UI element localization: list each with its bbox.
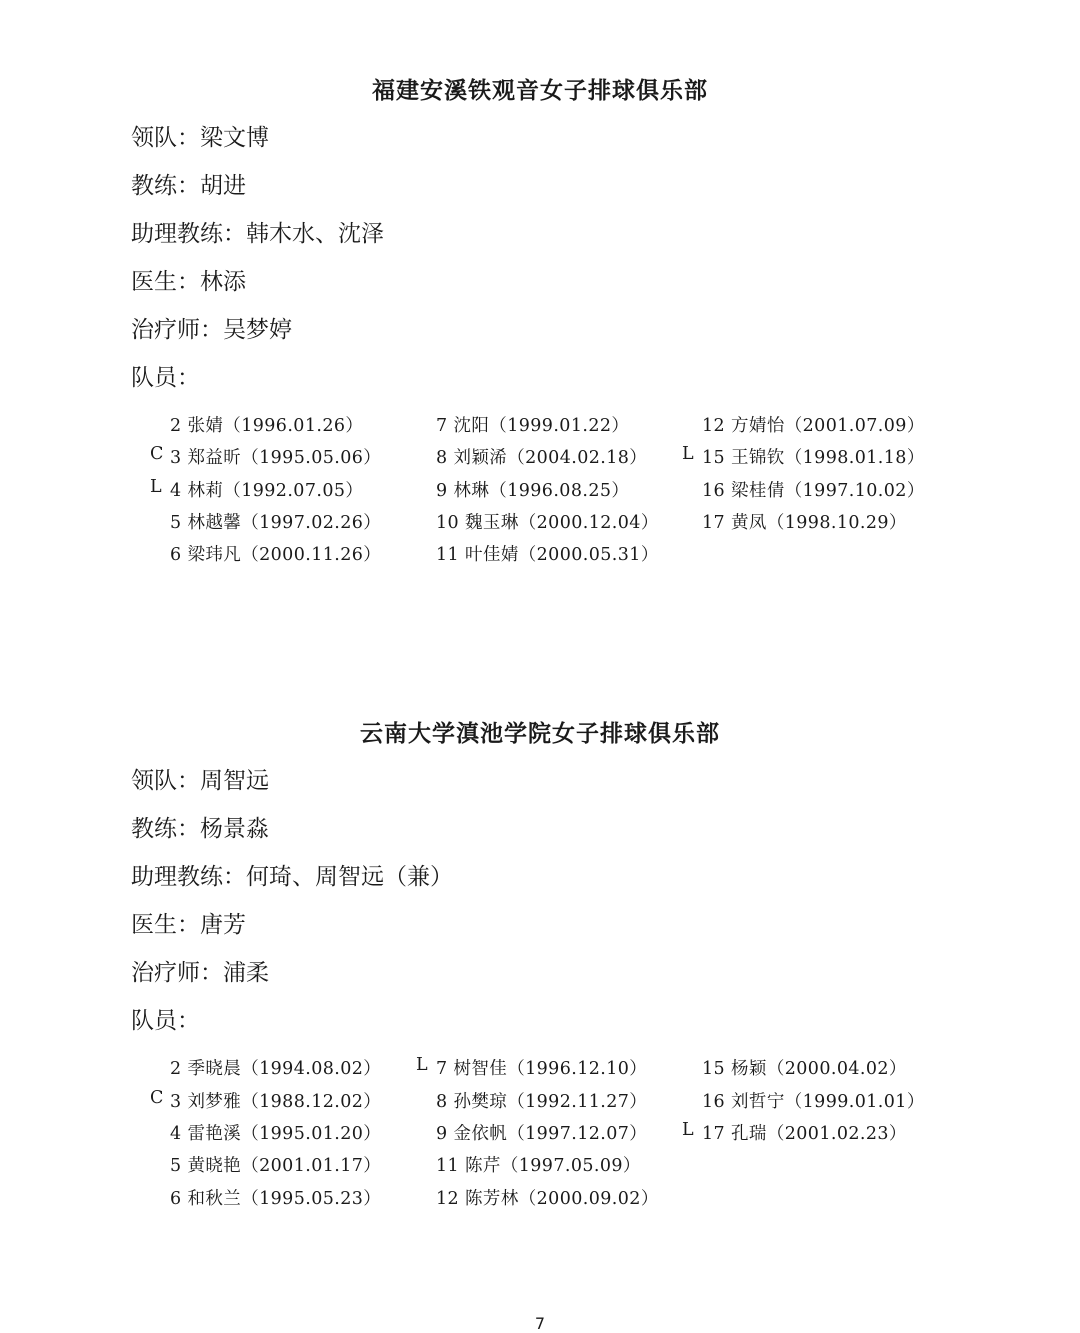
staff-label: 教练： xyxy=(131,816,200,842)
player-role-mark: L xyxy=(682,444,695,464)
player-entry xyxy=(416,477,629,502)
player-text: 7 沈阳（1999.01.22） xyxy=(436,416,630,436)
player-entry xyxy=(416,1088,647,1113)
player-role-mark: L xyxy=(416,1055,429,1075)
player-text: 16 梁桂倩（1997.10.02） xyxy=(702,481,925,501)
player-text: 3 郑益昕（1995.05.06） xyxy=(170,448,382,468)
player-text: 2 张婧（1996.01.26） xyxy=(170,416,364,436)
player-entry xyxy=(150,412,363,437)
player-text: 6 和秋兰（1995.05.23） xyxy=(170,1189,382,1209)
staff-value: 梁文博 xyxy=(200,125,269,151)
team-title: 福建安溪铁观音女子排球俱乐部 xyxy=(372,77,708,104)
player-entry xyxy=(682,444,925,469)
staff-leader xyxy=(131,762,269,795)
staff-value: 杨景淼 xyxy=(200,816,269,842)
player-text: 4 雷艳溪（1995.01.20） xyxy=(170,1124,382,1144)
player-text: 8 孙樊琼（1992.11.27） xyxy=(436,1092,648,1112)
staff-label: 治疗师： xyxy=(131,960,223,986)
player-text: 9 金依帆（1997.12.07） xyxy=(436,1124,648,1144)
player-text: 7 树智佳（1996.12.10） xyxy=(436,1059,648,1079)
player-text: 4 林莉（1992.07.05） xyxy=(170,481,364,501)
player-entry xyxy=(150,509,381,534)
player-entry xyxy=(150,541,381,566)
player-entry xyxy=(416,1055,647,1080)
player-entry xyxy=(150,1088,381,1113)
player-entry xyxy=(150,477,363,502)
player-entry xyxy=(682,412,925,437)
staff-label: 医生： xyxy=(131,269,200,295)
player-entry xyxy=(416,1152,641,1177)
staff-value: 浦柔 xyxy=(223,960,269,986)
player-role-mark: L xyxy=(682,1120,695,1140)
staff-value: 何琦、周智远（兼） xyxy=(246,864,453,890)
player-text: 2 季晓晨（1994.08.02） xyxy=(170,1059,382,1079)
player-text: 9 林琳（1996.08.25） xyxy=(436,481,630,501)
player-text: 12 陈芳林（2000.09.02） xyxy=(436,1189,659,1209)
staff-players-heading xyxy=(131,1002,200,1035)
player-text: 17 孔瑞（2001.02.23） xyxy=(702,1124,907,1144)
staff-doctor xyxy=(131,263,246,296)
staff-label: 队员： xyxy=(131,1008,200,1034)
player-entry xyxy=(682,477,925,502)
team-title: 云南大学滇池学院女子排球俱乐部 xyxy=(360,720,720,747)
staff-value: 韩木水、沈泽 xyxy=(246,221,384,247)
player-entry xyxy=(682,509,907,534)
player-entry xyxy=(682,1120,907,1145)
staff-label: 教练： xyxy=(131,173,200,199)
player-entry xyxy=(150,1152,381,1177)
staff-coach xyxy=(131,167,246,200)
staff-value: 吴梦婷 xyxy=(223,317,292,343)
player-entry xyxy=(416,509,659,534)
player-entry xyxy=(416,1185,659,1210)
player-role-mark: C xyxy=(150,444,164,464)
player-text: 5 林越馨（1997.02.26） xyxy=(170,513,382,533)
player-text: 3 刘梦雅（1988.12.02） xyxy=(170,1092,382,1112)
staff-label: 领队： xyxy=(131,768,200,794)
player-entry xyxy=(150,1120,381,1145)
player-entry xyxy=(416,1120,647,1145)
staff-value: 唐芳 xyxy=(200,912,246,938)
player-text: 17 黄凤（1998.10.29） xyxy=(702,513,907,533)
player-entry xyxy=(150,444,381,469)
player-role-mark: L xyxy=(150,477,163,497)
player-text: 12 方婧怡（2001.07.09） xyxy=(702,416,925,436)
player-text: 11 陈芹（1997.05.09） xyxy=(436,1156,641,1176)
staff-label: 治疗师： xyxy=(131,317,223,343)
staff-label: 助理教练： xyxy=(131,864,246,890)
player-text: 15 杨颖（2000.04.02） xyxy=(702,1059,907,1079)
staff-leader xyxy=(131,119,269,152)
staff-doctor xyxy=(131,906,246,939)
staff-therapist xyxy=(131,311,292,344)
player-role-mark: C xyxy=(150,1088,164,1108)
player-text: 6 梁玮凡（2000.11.26） xyxy=(170,545,382,565)
player-text: 15 王锦钦（1998.01.18） xyxy=(702,448,925,468)
staff-assistant-coach xyxy=(131,215,384,248)
player-text: 10 魏玉琳（2000.12.04） xyxy=(436,513,659,533)
player-text: 16 刘哲宁（1999.01.01） xyxy=(702,1092,925,1112)
staff-label: 领队： xyxy=(131,125,200,151)
page-number: 7 xyxy=(534,1314,546,1333)
player-text: 5 黄晓艳（2001.01.17） xyxy=(170,1156,382,1176)
staff-therapist xyxy=(131,954,269,987)
staff-value: 胡进 xyxy=(200,173,246,199)
staff-coach xyxy=(131,810,269,843)
staff-label: 医生： xyxy=(131,912,200,938)
staff-players-heading xyxy=(131,359,200,392)
player-entry xyxy=(682,1088,925,1113)
staff-assistant-coach xyxy=(131,858,453,891)
player-entry xyxy=(682,1055,907,1080)
staff-label: 队员： xyxy=(131,365,200,391)
player-entry xyxy=(416,541,659,566)
player-text: 8 刘颖浠（2004.02.18） xyxy=(436,448,648,468)
staff-label: 助理教练： xyxy=(131,221,246,247)
player-text: 11 叶佳婧（2000.05.31） xyxy=(436,545,659,565)
player-entry xyxy=(150,1185,381,1210)
staff-value: 林添 xyxy=(200,269,246,295)
player-entry xyxy=(150,1055,381,1080)
player-entry xyxy=(416,444,647,469)
staff-value: 周智远 xyxy=(200,768,269,794)
player-entry xyxy=(416,412,629,437)
